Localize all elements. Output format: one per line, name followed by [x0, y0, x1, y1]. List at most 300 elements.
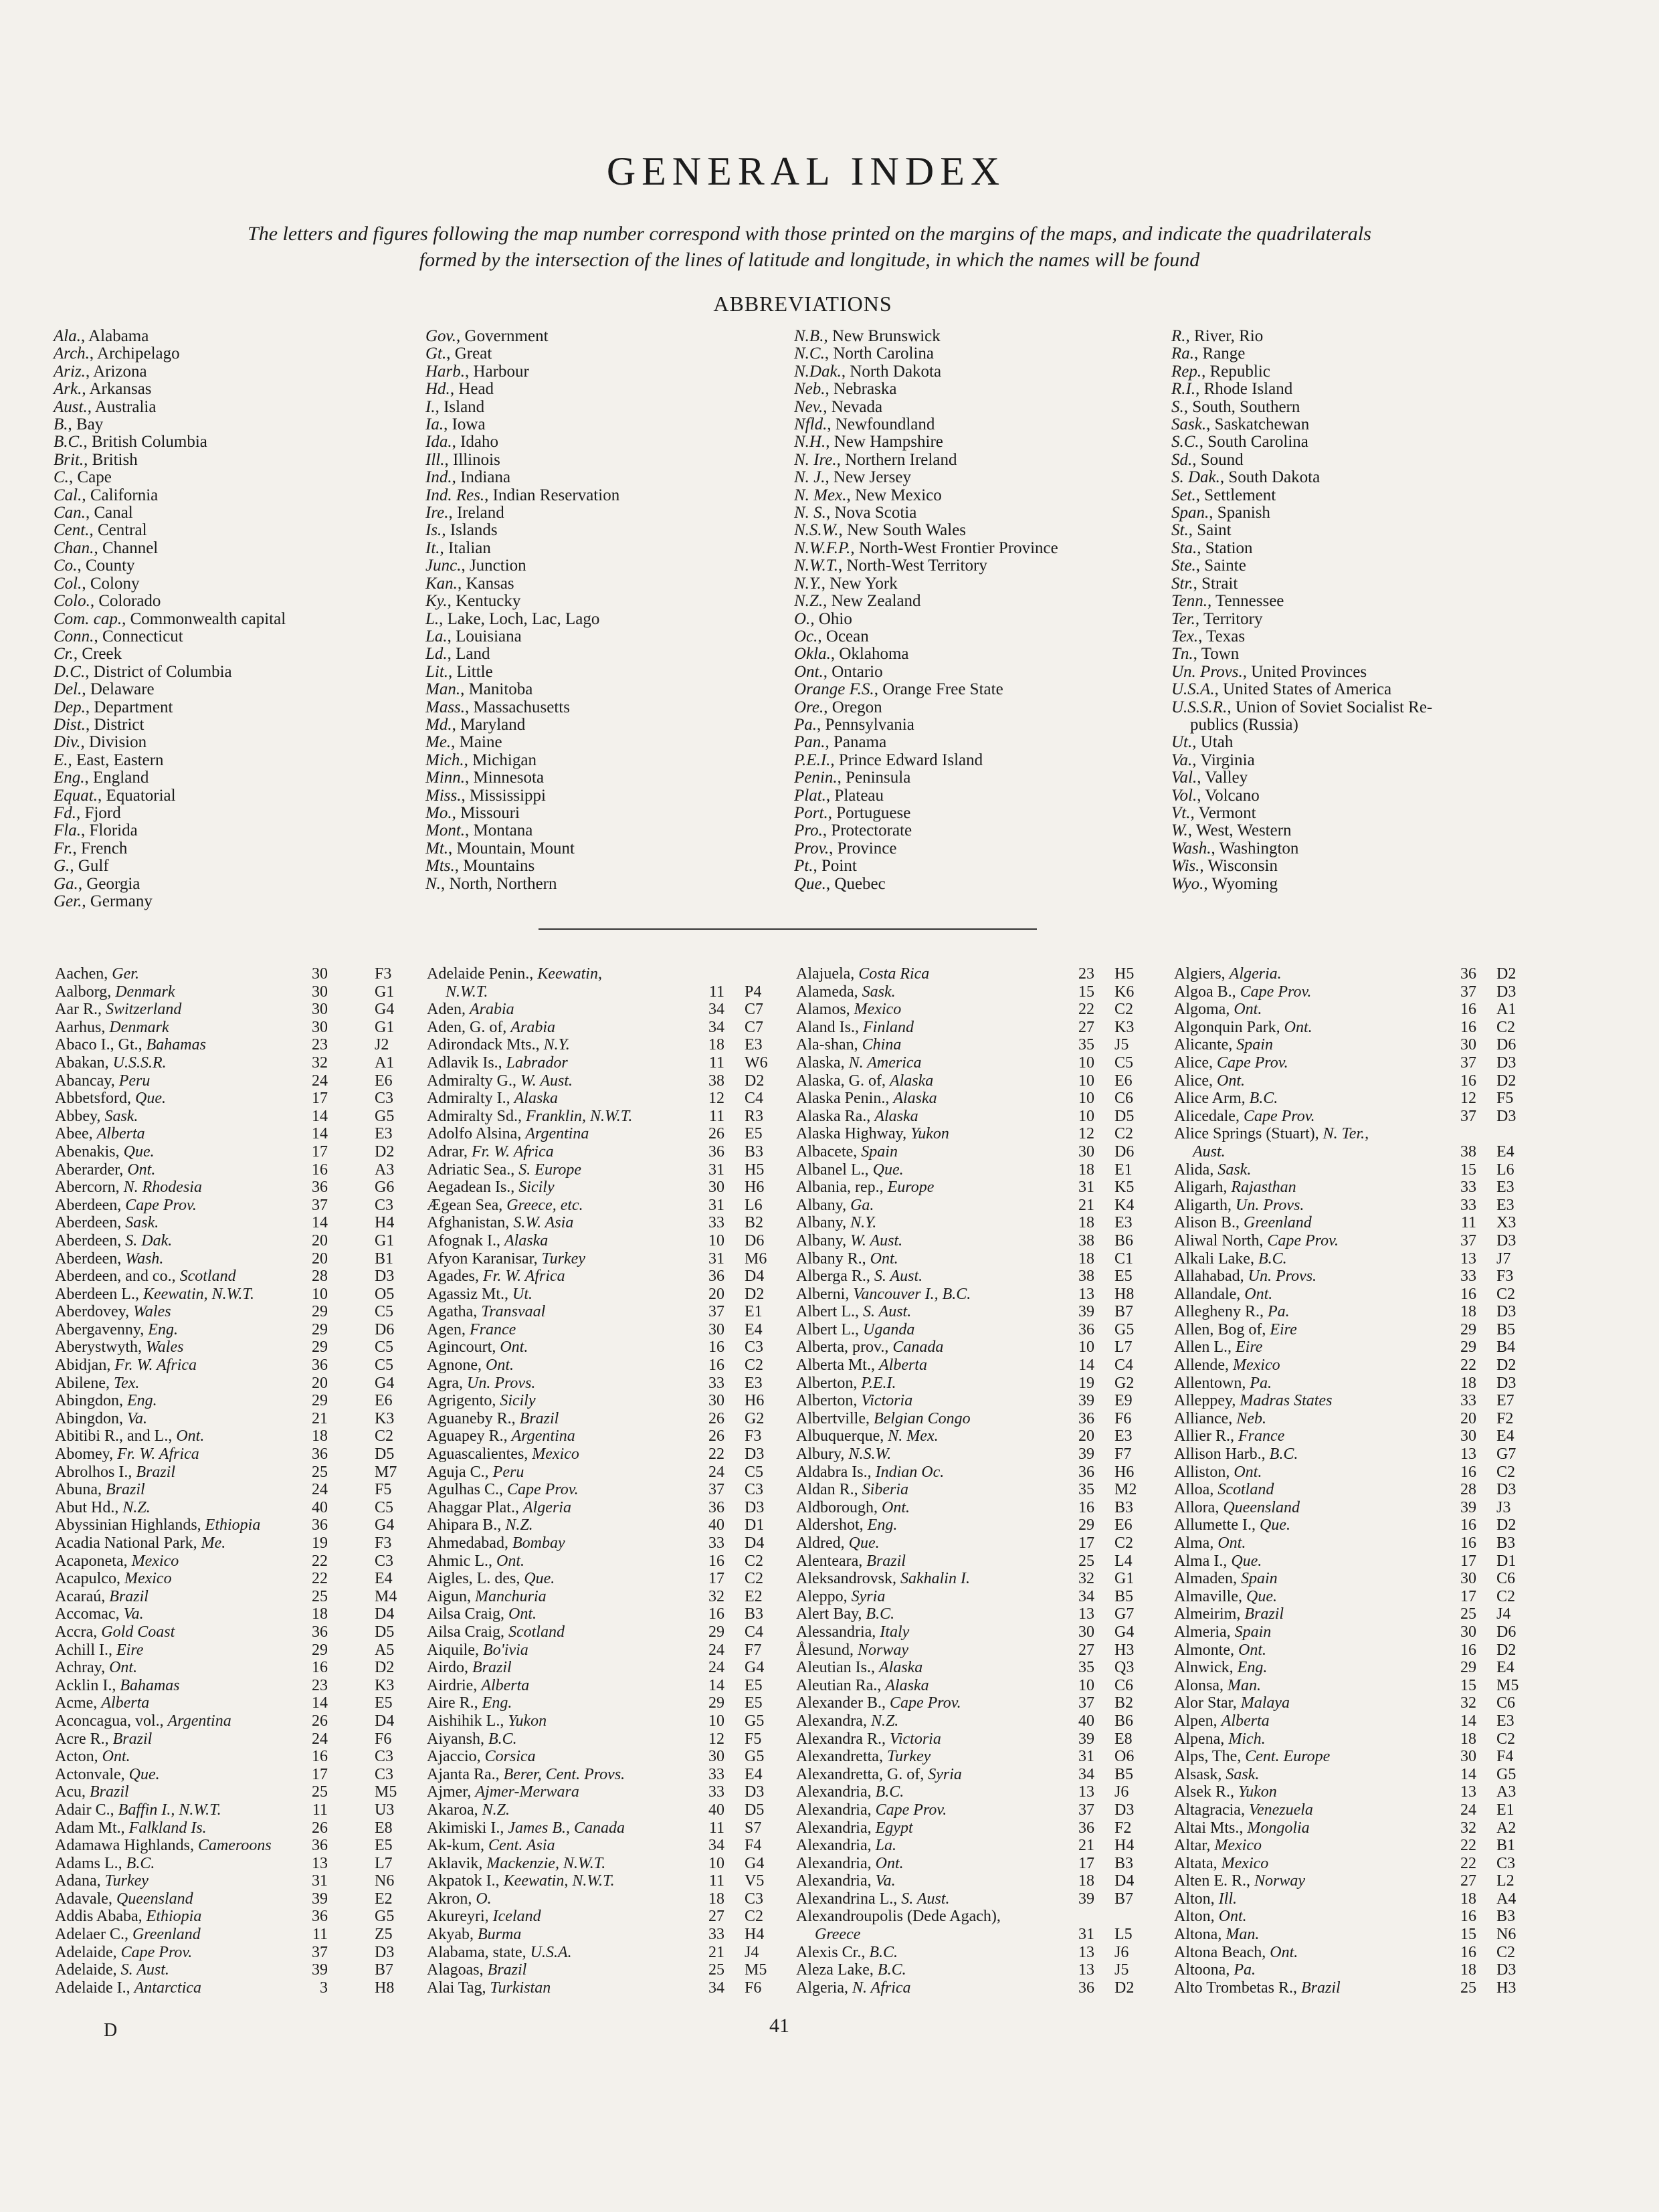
place: Adelaide,	[55, 1943, 121, 1961]
grid-reference: Z5	[375, 1926, 393, 1944]
abbreviation-separator: ,	[97, 786, 106, 805]
place: Alexandra,	[796, 1712, 871, 1730]
place: Akron,	[427, 1890, 476, 1908]
map-number: 33	[1460, 1268, 1476, 1286]
map-number: 10	[1078, 1676, 1094, 1694]
grid-reference: K3	[375, 1676, 395, 1694]
place-name	[55, 1837, 272, 1855]
grid-reference: C5	[375, 1338, 394, 1356]
abbreviation-separator: ,	[73, 645, 82, 664]
abbreviation: S. Dak.	[1171, 468, 1220, 487]
place: Albuquerque,	[796, 1427, 888, 1445]
abbreviation-entry	[54, 752, 286, 769]
grid-reference: D3	[745, 1445, 765, 1464]
place: Adelaer C.,	[55, 1926, 132, 1944]
place: Albacete,	[796, 1142, 862, 1161]
grid-reference: M5	[745, 1961, 767, 1979]
place: Albany R.,	[796, 1249, 870, 1268]
place: Acapulco,	[55, 1570, 124, 1588]
place-name	[796, 1268, 922, 1286]
map-number: 18	[1078, 1872, 1094, 1890]
region: Mexico	[1214, 1837, 1262, 1855]
region: Cape Prov.	[889, 1694, 961, 1712]
region: Greenland	[132, 1926, 201, 1944]
page-number: 41	[769, 2015, 789, 2037]
region: Argentina	[167, 1712, 231, 1730]
map-number: 24	[312, 1072, 328, 1090]
place: Alexandroupolis (Dede Agach),	[796, 1908, 1001, 1926]
region: Arabia	[469, 1001, 514, 1019]
grid-reference: C2	[1496, 1943, 1516, 1961]
abbreviation: R.I.	[1171, 380, 1196, 399]
abbreviation-separator: ,	[68, 415, 77, 434]
place-name	[1174, 965, 1282, 983]
place: Admiralty Sd.,	[427, 1107, 526, 1125]
grid-reference: E5	[1114, 1268, 1133, 1286]
abbreviation-entry	[54, 787, 286, 805]
place-name	[796, 1783, 904, 1801]
map-number: 22	[1078, 1001, 1094, 1019]
region: Turkey	[886, 1748, 931, 1766]
place-name	[796, 1286, 971, 1304]
place: Aguapey R.,	[427, 1427, 512, 1445]
abbreviation: D.C.	[54, 662, 86, 681]
abbreviation-entry	[1171, 716, 1432, 734]
place: Alkali Lake,	[1174, 1249, 1258, 1268]
region: Falkland Is.	[128, 1819, 207, 1837]
place-name	[1174, 1445, 1298, 1464]
place-name	[55, 1445, 199, 1464]
abbreviation-meaning: County	[85, 557, 135, 575]
place-name	[55, 1072, 150, 1090]
grid-reference: C6	[1114, 1676, 1134, 1694]
region: Ut.	[512, 1285, 532, 1303]
abbreviation-meaning: Volcano	[1205, 786, 1260, 805]
map-number: 30	[1460, 1748, 1476, 1766]
place-name	[815, 1926, 860, 1944]
abbreviation-separator: ,	[827, 803, 837, 822]
map-number: 22	[312, 1570, 328, 1588]
place: Alicante,	[1174, 1036, 1237, 1054]
map-number: 17	[708, 1570, 724, 1588]
abbreviation-meaning: North Dakota	[850, 362, 942, 381]
region: Mexico	[854, 1001, 902, 1019]
region: Wales	[133, 1303, 171, 1321]
grid-reference: M5	[1496, 1676, 1519, 1694]
place-name	[55, 1623, 175, 1641]
place-name	[796, 965, 929, 983]
place-name	[427, 1605, 536, 1623]
abbreviation-entry	[794, 787, 1058, 805]
abbreviation-meaning: Republic	[1209, 362, 1270, 381]
map-number: 36	[1078, 1819, 1094, 1837]
grid-reference: D2	[1496, 1516, 1517, 1534]
map-number: 33	[708, 1765, 724, 1783]
abbreviation: Pa.	[794, 715, 817, 734]
abbreviation: N. J.	[794, 468, 825, 487]
grid-reference: D4	[1114, 1872, 1135, 1890]
place-name	[1174, 1001, 1262, 1019]
place-name	[1174, 1019, 1312, 1037]
region: Uganda	[862, 1320, 915, 1338]
map-number: 30	[312, 965, 328, 983]
place: Actonvale,	[55, 1765, 129, 1783]
grid-reference: B7	[1114, 1890, 1134, 1908]
abbreviation-separator: ,	[1199, 433, 1208, 451]
abbreviation: Str.	[1171, 574, 1193, 593]
place-name	[427, 1036, 570, 1054]
place: Aldan R.,	[796, 1481, 862, 1499]
map-number: 16	[1078, 1498, 1094, 1516]
map-number: 30	[1078, 1142, 1094, 1161]
map-number: 40	[312, 1498, 328, 1516]
abbreviation-meaning: Department	[94, 698, 173, 716]
grid-reference: E8	[375, 1819, 393, 1837]
abbreviation-meaning: Quebec	[834, 874, 886, 893]
abbreviation: Sd.	[1171, 450, 1193, 469]
place: Adelaide,	[55, 1961, 121, 1979]
abbreviation-meaning: Strait	[1201, 574, 1238, 593]
region: Gold Coast	[101, 1623, 175, 1641]
place-name	[55, 1481, 145, 1499]
abbreviation-entry	[425, 752, 619, 769]
grid-reference: D4	[745, 1534, 765, 1552]
grid-reference: D3	[1496, 1053, 1517, 1072]
abbreviation-meaning: North-West Frontier Province	[858, 538, 1058, 557]
place: Almaville,	[1174, 1587, 1246, 1605]
place: Agra,	[427, 1374, 467, 1392]
grid-reference: D2	[1496, 1356, 1517, 1375]
map-number: 22	[1460, 1854, 1476, 1872]
map-number: 27	[1078, 1641, 1094, 1659]
map-number: 12	[1078, 1125, 1094, 1143]
grid-reference: G6	[375, 1179, 395, 1197]
map-number: 18	[708, 1036, 724, 1054]
abbreviation-meaning: Archipelago	[97, 344, 180, 363]
map-number: 13	[1460, 1445, 1476, 1464]
abbreviation-separator: ,	[822, 821, 832, 840]
grid-reference: E6	[375, 1072, 393, 1090]
abbreviation-separator: ,	[484, 486, 493, 504]
map-number: 20	[312, 1374, 328, 1392]
place: Alton,	[1174, 1890, 1219, 1908]
map-number: 22	[1460, 1837, 1476, 1855]
place: Alsek R.,	[1174, 1783, 1238, 1801]
place: Allen L.,	[1174, 1338, 1236, 1356]
abbreviation-entry	[794, 699, 1058, 716]
place: Almonte,	[1174, 1641, 1238, 1659]
abbreviation: N.S.W.	[794, 521, 839, 540]
place-name	[796, 983, 896, 1001]
abbreviation-entry	[54, 345, 286, 363]
place: Alaska, G. of,	[796, 1072, 890, 1090]
abbreviation-meaning: United States of America	[1223, 680, 1392, 699]
abbreviation-entry	[54, 611, 286, 628]
map-number: 16	[1460, 1516, 1476, 1534]
place-name	[427, 1855, 605, 1873]
abbreviation-meaning: Colorado	[98, 592, 161, 611]
region: Victoria	[889, 1730, 941, 1748]
place-name	[55, 1214, 159, 1232]
place-name	[55, 1748, 130, 1766]
abbreviation: Neb.	[794, 380, 825, 399]
abbreviation-separator: ,	[122, 609, 130, 628]
place-name	[1174, 1890, 1237, 1908]
map-number: 37	[1078, 1801, 1094, 1819]
grid-reference: E3	[1496, 1196, 1515, 1214]
abbreviation: W.	[1171, 821, 1188, 840]
region: N.Z.	[505, 1516, 533, 1534]
map-number: 30	[1460, 1036, 1476, 1054]
region: Alaska	[504, 1231, 549, 1249]
map-number: 40	[708, 1516, 724, 1534]
abbreviation-meaning: Settlement	[1204, 486, 1276, 504]
abbreviation: La.	[425, 627, 448, 645]
map-number: 36	[708, 1498, 724, 1516]
region: N. Ter.,	[1323, 1125, 1369, 1143]
grid-reference: E4	[1496, 1427, 1515, 1445]
abbreviation-separator: ,	[447, 592, 456, 611]
region: Cape Prov.	[507, 1481, 579, 1499]
abbreviation-separator: ,	[825, 380, 834, 399]
map-number: 14	[1460, 1765, 1476, 1783]
abbreviation-entry	[1171, 822, 1432, 839]
place: Agen,	[427, 1320, 470, 1338]
abbreviation-meaning: Valley	[1205, 769, 1248, 787]
map-number: 12	[708, 1730, 724, 1748]
grid-reference: D2	[375, 1142, 395, 1161]
abbreviation: Dist.	[54, 715, 86, 734]
abbreviation-entry	[425, 769, 619, 787]
map-number: 39	[1078, 1303, 1094, 1321]
abbreviation: Colo.	[54, 592, 90, 611]
map-number: 24	[312, 1730, 328, 1748]
map-number: 33	[708, 1926, 724, 1944]
region: Alberta	[96, 1125, 145, 1143]
abbreviation-separator: ,	[85, 362, 94, 381]
abbreviation-meaning: French	[80, 839, 128, 858]
abbreviation-meaning: Indian Reservation	[492, 486, 620, 504]
abbreviation-separator: ,	[817, 627, 826, 645]
region: Mackenzie, N.W.T.	[486, 1854, 606, 1872]
region: Transvaal	[481, 1303, 546, 1321]
abbreviation-meaning: Sainte	[1204, 557, 1246, 575]
abbreviation-separator: ,	[1198, 627, 1207, 645]
grid-reference: J6	[1114, 1783, 1129, 1801]
place: Alaska,	[796, 1053, 849, 1072]
map-number: 32	[708, 1587, 724, 1605]
abbreviation: Tenn.	[1171, 592, 1207, 611]
place: Allison Harb.,	[1174, 1445, 1270, 1464]
abbreviation-entry	[425, 522, 619, 539]
place: Abilene,	[55, 1374, 114, 1392]
place-name	[427, 1250, 585, 1268]
grid-reference: W6	[745, 1053, 768, 1072]
region: Ont.	[176, 1427, 205, 1445]
place-name	[55, 1534, 225, 1552]
place: Achill I.,	[55, 1641, 116, 1659]
grid-reference: H3	[1496, 1979, 1517, 1997]
map-number: 37	[1460, 1231, 1476, 1249]
abbreviation-meaning: River, Rio	[1194, 327, 1264, 345]
place: Admiralty G.,	[427, 1072, 520, 1090]
place-name	[1174, 983, 1311, 1001]
place: Alberta Mt.,	[796, 1356, 879, 1375]
map-number: 20	[312, 1231, 328, 1249]
grid-reference: B6	[1114, 1712, 1134, 1730]
region: Ont.	[1244, 1285, 1273, 1303]
abbreviation-entry	[425, 876, 619, 893]
abbreviation: Vol.	[1171, 786, 1197, 805]
grid-reference: C2	[1114, 1534, 1134, 1552]
place-name	[796, 1552, 906, 1571]
abbreviation-meaning: Fjord	[84, 803, 121, 822]
grid-reference: F6	[745, 1979, 762, 1997]
abbreviation-meaning: Oklahoma	[839, 645, 909, 664]
grid-reference: E2	[375, 1890, 393, 1908]
map-number: 28	[312, 1268, 328, 1286]
place-name	[1174, 1855, 1268, 1873]
place: Aachen,	[55, 965, 112, 983]
abbreviation-meaning: Little	[456, 662, 493, 681]
abbreviation: Que.	[794, 874, 826, 893]
region: Eng.	[482, 1694, 512, 1712]
abbreviation: Pan.	[794, 733, 825, 752]
abbreviation: Kan.	[425, 574, 458, 593]
abbreviation: N. Mex.	[794, 486, 847, 504]
region: N. America	[848, 1053, 922, 1072]
abbreviation-separator: ,	[813, 857, 821, 876]
place: Abitibi R., and L.,	[55, 1427, 177, 1445]
place: Alexis Cr.,	[796, 1943, 870, 1961]
abbreviation: Okla.	[794, 645, 831, 664]
place: Aden,	[427, 1001, 470, 1019]
grid-reference: F7	[1114, 1445, 1132, 1464]
grid-reference: M6	[745, 1249, 767, 1268]
grid-reference: C3	[375, 1748, 394, 1766]
map-number: 36	[312, 1623, 328, 1641]
place-name	[1174, 1766, 1259, 1784]
region: Un. Provs.	[1248, 1268, 1317, 1286]
place-name	[796, 1570, 970, 1588]
map-number: 23	[312, 1676, 328, 1694]
abbreviation-entry	[1171, 399, 1432, 416]
region: Mexico	[1232, 1356, 1280, 1375]
place: Ålesund,	[796, 1641, 858, 1659]
map-number: 16	[312, 1161, 328, 1179]
map-number: 17	[312, 1765, 328, 1783]
abbreviation-entry	[794, 645, 1058, 663]
abbreviation-entry	[1171, 345, 1432, 363]
abbreviation-entry	[425, 416, 619, 433]
region: S. Aust.	[874, 1268, 923, 1286]
grid-reference: S7	[745, 1819, 762, 1837]
place: Alice,	[1174, 1053, 1217, 1072]
map-number: 29	[1460, 1320, 1476, 1338]
grid-reference: D3	[1496, 1961, 1517, 1979]
place-name	[55, 1001, 181, 1019]
section-divider	[539, 928, 1037, 930]
place: Allier R.,	[1174, 1427, 1238, 1445]
place: Adam Mt.,	[55, 1819, 129, 1837]
place: Alaska Penin.,	[796, 1090, 894, 1108]
abbreviation: Sta.	[1171, 538, 1197, 557]
place-name	[427, 1837, 555, 1855]
map-number: 30	[312, 1001, 328, 1019]
abbreviation-meaning: Saskatchewan	[1214, 415, 1310, 434]
grid-reference: D2	[1114, 1979, 1135, 1997]
region: N.W.T.	[446, 983, 488, 1001]
abbreviation-entry	[425, 822, 619, 839]
place: Accra,	[55, 1623, 102, 1641]
region: Cameroons	[197, 1837, 272, 1855]
place: Alor Star,	[1174, 1694, 1241, 1712]
abbreviation-separator: ,	[439, 609, 448, 628]
region: Egypt	[875, 1819, 913, 1837]
place: Algiers,	[1174, 965, 1230, 983]
place: Alexandria,	[796, 1854, 876, 1872]
map-number: 36	[1078, 1409, 1094, 1427]
region: Fr. W. Africa	[472, 1142, 554, 1161]
abbreviation-meaning: United Provinces	[1251, 662, 1367, 681]
place: Adlavik Is.,	[427, 1053, 506, 1072]
grid-reference: B2	[745, 1214, 764, 1232]
abbreviation-separator: ,	[80, 821, 90, 840]
abbreviation: G.	[54, 857, 70, 876]
abbreviation: Junc.	[425, 557, 462, 575]
place: Alloa,	[1174, 1481, 1218, 1499]
abbreviation-meaning: North Carolina	[833, 344, 935, 363]
abbreviation: N.H.	[794, 433, 826, 451]
abbreviation-meaning: Arizona	[93, 362, 147, 381]
map-number: 14	[312, 1214, 328, 1232]
abbreviation-separator: ,	[1188, 521, 1197, 540]
grid-reference: C3	[375, 1090, 394, 1108]
abbreviation-entry	[1171, 769, 1432, 787]
place: Abingdon,	[55, 1409, 127, 1427]
place: Adams L.,	[55, 1854, 126, 1872]
abbreviation-entry	[54, 734, 286, 751]
region: Ont.	[1234, 1463, 1262, 1481]
abbreviation-entry	[54, 664, 286, 681]
abbreviation: S.	[1171, 397, 1184, 416]
map-number: 13	[1078, 1943, 1094, 1961]
place-name	[796, 1179, 934, 1197]
place-name	[427, 1677, 529, 1695]
region: Eire	[1270, 1320, 1297, 1338]
place: Acton,	[55, 1748, 102, 1766]
abbreviation-meaning: Montana	[473, 821, 533, 840]
grid-reference: A2	[1496, 1819, 1517, 1837]
place: Alexandra R.,	[796, 1730, 890, 1748]
place-name	[427, 1872, 615, 1890]
abbreviation-meaning: Vermont	[1198, 803, 1256, 822]
abbreviation-entry	[1171, 522, 1432, 539]
map-number: 16	[1460, 1001, 1476, 1019]
abbreviation-meaning: Commonwealth capital	[130, 609, 286, 628]
abbreviation: Cr.	[54, 645, 74, 664]
grid-reference: D5	[1114, 1107, 1135, 1125]
place-name	[55, 1303, 171, 1321]
abbreviation: Ga.	[54, 874, 78, 893]
place: Allumette I.,	[1174, 1516, 1260, 1534]
place: Accomac,	[55, 1605, 124, 1623]
grid-reference: E4	[375, 1570, 393, 1588]
grid-reference: B3	[1496, 1534, 1516, 1552]
abbreviation-separator: ,	[76, 803, 85, 822]
grid-reference: C2	[745, 1908, 764, 1926]
abbreviation-entry	[794, 575, 1058, 593]
